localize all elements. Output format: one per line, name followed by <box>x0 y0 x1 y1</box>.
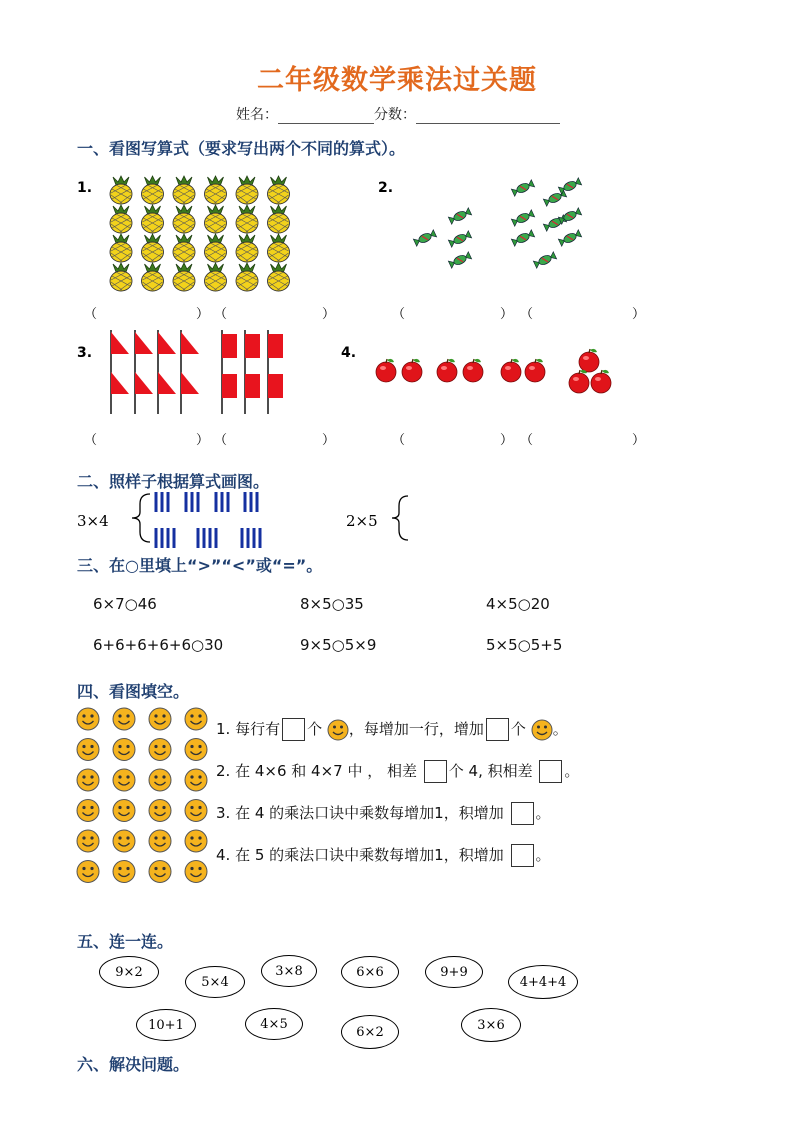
answer-paren-close: ） <box>632 433 646 448</box>
name-label: 姓名： <box>236 107 278 123</box>
section-4-heading: 四、看图填空。 <box>77 682 190 701</box>
fill-line-4 <box>216 844 551 867</box>
compare-item[interactable]: 6+6+6+6+6○30 <box>93 636 224 654</box>
compare-item[interactable]: 9×5○5×9 <box>300 636 377 654</box>
q1-label-2: 2. <box>378 180 394 196</box>
pineapple-icon <box>268 263 290 291</box>
smiley-icon <box>113 769 135 791</box>
answer-paren-open: （ <box>214 433 228 448</box>
smiley-icon <box>185 830 207 852</box>
fill-line-3 <box>216 802 551 825</box>
candy-icon <box>448 208 471 225</box>
apple-icon <box>463 359 483 382</box>
pineapple-icon <box>110 176 132 204</box>
fill-line-2 <box>216 760 579 783</box>
smiley-icon <box>77 739 99 761</box>
answer-paren-open: （ <box>84 433 98 448</box>
fill-text: 个 <box>307 720 323 738</box>
pineapple-icon <box>142 176 164 204</box>
match-top-oval[interactable]: 6×6 <box>341 956 399 988</box>
answer-paren-open: （ <box>392 433 406 448</box>
name-blank[interactable] <box>278 109 374 124</box>
triangle-flag-icon <box>135 330 153 414</box>
answer-paren-close: ） <box>500 307 514 322</box>
pineapple-icon <box>205 176 227 204</box>
answer-paren-open: （ <box>520 433 534 448</box>
candy-icon <box>543 190 566 207</box>
pineapple-icon <box>205 234 227 262</box>
fill-line-1 <box>216 718 568 741</box>
smiley-icon <box>185 769 207 791</box>
candy-icon <box>558 230 581 247</box>
answer-paren-close: ） <box>500 433 514 448</box>
answer-paren-open: （ <box>84 307 98 322</box>
answer-box[interactable] <box>486 718 509 741</box>
pineapple-icon <box>142 263 164 291</box>
apple-icon <box>579 349 599 372</box>
triangle-flag-icon <box>158 330 176 414</box>
smiley-icon <box>77 708 99 730</box>
q1-label-3: 3. <box>77 345 93 361</box>
candy-icon <box>448 252 471 269</box>
candy-icon <box>413 230 436 247</box>
fill-text: 3. 在 4 的乘法口诀中乘数每增加1，积增加 <box>216 804 504 822</box>
apple-icon <box>376 359 396 382</box>
match-bottom-oval[interactable]: 6×2 <box>341 1015 399 1049</box>
triangle-flag-icon <box>111 330 129 414</box>
pineapple-icon <box>173 176 195 204</box>
match-top-oval[interactable]: 3×8 <box>261 955 317 987</box>
smiley-icon <box>113 861 135 883</box>
candy-icon <box>543 215 566 232</box>
draw-expression: 2×5 <box>346 512 378 530</box>
rect-flag-icon <box>222 330 237 414</box>
smiley-icon <box>149 769 171 791</box>
candy-icon <box>558 208 581 225</box>
pineapple-icon <box>268 234 290 262</box>
fill-text: 。 <box>564 762 580 780</box>
section-5-heading: 五、连一连。 <box>77 932 174 951</box>
fill-text: 个 <box>510 720 526 738</box>
answer-paren-close: ） <box>322 307 336 322</box>
answer-paren-close: ） <box>632 307 646 322</box>
rect-flag-icon <box>245 330 260 414</box>
smiley-icon <box>185 861 207 883</box>
answer-paren-open: （ <box>214 307 228 322</box>
smiley-icon <box>185 708 207 730</box>
apple-icon <box>437 359 457 382</box>
pineapple-icon <box>173 205 195 233</box>
apple-icon <box>569 370 589 393</box>
smiley-icon <box>149 800 171 822</box>
answer-paren-open: （ <box>520 307 534 322</box>
match-bottom-oval[interactable]: 4×5 <box>245 1008 303 1040</box>
smiley-icon <box>113 830 135 852</box>
fill-text: 2. 在 4×6 和 4×7 中 ， 相差 <box>216 762 417 780</box>
pineapple-icon <box>205 263 227 291</box>
smiley-icon <box>77 800 99 822</box>
section-6-heading: 六、解决问题。 <box>77 1055 190 1074</box>
candy-icon <box>511 210 534 227</box>
smiley-icon <box>327 719 349 741</box>
fill-text: 1. 每行有 <box>216 720 281 738</box>
pineapple-icon <box>173 263 195 291</box>
apple-icon <box>525 359 545 382</box>
score-blank[interactable] <box>416 109 560 124</box>
flag-groups <box>105 330 295 418</box>
pineapple-icon <box>268 205 290 233</box>
compare-item[interactable]: 5×5○5+5 <box>486 636 563 654</box>
pineapple-icon <box>236 263 258 291</box>
q1-label-1: 1. <box>77 180 93 196</box>
smiley-icon <box>113 739 135 761</box>
smiley-icon <box>185 800 207 822</box>
candy-icon <box>533 252 556 269</box>
triangle-flag-icon <box>181 330 199 414</box>
apple-icon <box>501 359 521 382</box>
apple-icon <box>402 359 422 382</box>
candy-groups <box>405 176 595 276</box>
smiley-icon <box>149 708 171 730</box>
answer-paren-close: ） <box>196 307 210 322</box>
smiley-icon <box>149 830 171 852</box>
match-top-oval[interactable]: 4+4+4 <box>508 965 578 999</box>
answer-paren-close: ） <box>196 433 210 448</box>
answer-box[interactable] <box>511 802 534 825</box>
score-label: 分数： <box>374 107 416 123</box>
section-2-heading: 二、照样子根据算式画图。 <box>77 472 270 491</box>
smiley-icon <box>149 739 171 761</box>
compare-item[interactable]: 4×5○20 <box>486 595 550 613</box>
answer-paren-open: （ <box>392 307 406 322</box>
section-1-heading: 一、看图写算式（要求写出两个不同的算式）。 <box>77 139 406 158</box>
pineapple-icon <box>205 205 227 233</box>
match-bottom-oval[interactable]: 10+1 <box>136 1009 196 1041</box>
smiley-icon <box>113 800 135 822</box>
answer-box[interactable] <box>539 760 562 783</box>
apple-icon <box>591 370 611 393</box>
brace-icon <box>388 494 418 544</box>
smiley-icon <box>531 719 553 741</box>
answer-box[interactable] <box>282 718 305 741</box>
apple-groups <box>372 350 622 400</box>
candy-icon <box>448 231 471 248</box>
pineapple-icon <box>236 205 258 233</box>
q1-label-4: 4. <box>341 345 357 361</box>
candy-icon <box>511 180 534 197</box>
name-score-line <box>236 104 560 124</box>
match-bottom-oval[interactable]: 3×6 <box>461 1008 521 1042</box>
answer-box[interactable] <box>511 844 534 867</box>
page-title: 二年级数学乘法过关题 <box>257 65 537 96</box>
pineapple-icon <box>142 234 164 262</box>
pineapple-icon <box>110 263 132 291</box>
match-top-oval[interactable]: 9×2 <box>99 956 159 988</box>
fill-text: 。 <box>535 804 551 822</box>
answer-paren-close: ） <box>322 433 336 448</box>
fill-text: ，每增加一行，增加 <box>348 720 484 738</box>
smiley-icon <box>77 830 99 852</box>
smiley-icon <box>185 739 207 761</box>
smiley-icon <box>113 708 135 730</box>
pineapple-icon <box>110 205 132 233</box>
smiley-grid <box>75 706 215 892</box>
pineapple-icon <box>268 176 290 204</box>
rect-flag-icon <box>268 330 283 414</box>
smiley-icon <box>77 769 99 791</box>
candy-icon <box>511 230 534 247</box>
fill-text: 。 <box>535 846 551 864</box>
section-3-heading: 三、在○里填上“>”“<”或“=”。 <box>77 556 323 575</box>
compare-item[interactable]: 8×5○35 <box>300 595 364 613</box>
fill-text: 。 <box>552 720 568 738</box>
candy-icon <box>558 178 581 195</box>
match-top-oval[interactable]: 5×4 <box>185 966 245 998</box>
compare-item[interactable]: 6×7○46 <box>93 595 157 613</box>
pineapple-icon <box>236 234 258 262</box>
pineapple-grid <box>108 176 298 296</box>
pineapple-icon <box>142 205 164 233</box>
pineapple-icon <box>110 234 132 262</box>
pineapple-icon <box>173 234 195 262</box>
smiley-icon <box>149 861 171 883</box>
pineapple-icon <box>236 176 258 204</box>
example-expression: 3×4 <box>77 512 109 530</box>
answer-box[interactable] <box>424 760 447 783</box>
fill-text: 个 4, 积相差 <box>448 762 533 780</box>
smiley-icon <box>77 861 99 883</box>
tally-sticks <box>152 490 272 550</box>
match-top-oval[interactable]: 9+9 <box>425 956 483 988</box>
fill-text: 4. 在 5 的乘法口诀中乘数每增加1，积增加 <box>216 846 504 864</box>
